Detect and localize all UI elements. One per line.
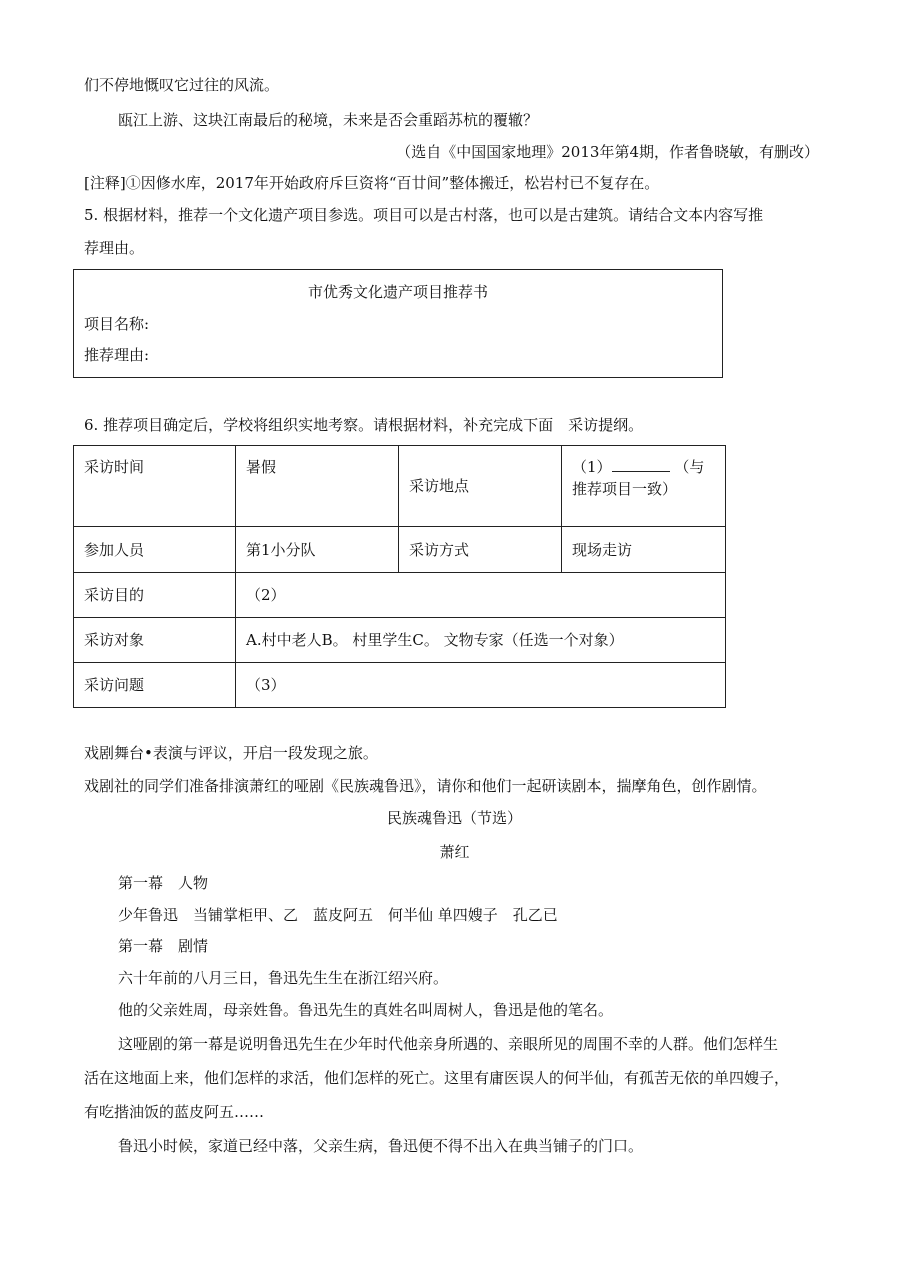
cell-place-label: 采访地点 — [399, 446, 562, 527]
act1-plot-heading: 第一幕 剧情 — [118, 937, 209, 955]
answer-blank-1 — [612, 457, 670, 472]
cell-members-label: 参加人员 — [74, 527, 236, 573]
drama-intro-text: 戏剧社的同学们准备排演萧红的哑剧《民族魂鲁迅》，请你和他们一起研读剧本，揣摩角色，创作剧情。 — [84, 777, 767, 795]
script-title: 民族魂鲁迅（节选） — [386, 809, 522, 827]
question-5: 5. 根据材料，推荐一个文化遗产项目参选。项目可以是古村落，也可以是古建筑。请结合文本内容写推 — [84, 206, 764, 224]
recommendation-reason-field: 推荐理由: — [84, 346, 150, 364]
table-row — [74, 446, 726, 527]
script-paragraph-cont: 活在这地面上来，他们怎样的求活，他们怎样的死亡。这里有庸医误人的何半仙，有孤苦无依的单四嫂子， — [84, 1069, 790, 1087]
cell-purpose-value: （2） — [236, 573, 726, 618]
table-row — [74, 573, 726, 618]
passage-line: 们不停地慨叹它过往的风流。 — [84, 76, 280, 94]
cell-method-value: 现场走访 — [562, 527, 726, 573]
cell-place-value: （1） （与 推荐项目一致） — [562, 446, 726, 527]
cell-questions-label: 采访问题 — [74, 663, 236, 708]
script-paragraph: 这哑剧的第一幕是说明鲁迅先生在少年时代他亲身所遇的、亲眼所见的周围不幸的人群。他们怎样生 — [118, 1035, 779, 1053]
question-6: 6. 推荐项目确定后，学校将组织实地考察。请根据材料，补充完成下面 采访提纲。 — [84, 416, 644, 434]
source-citation: （选自《中国国家地理》2013年第4期，作者鲁晓敏，有删改） — [396, 143, 819, 161]
script-paragraph-cont: 有吃揩油饭的蓝皮阿五…… — [84, 1103, 265, 1121]
script-paragraph: 鲁迅小时候，家道已经中落，父亲生病，鲁迅便不得不出入在典当铺子的门口。 — [118, 1137, 644, 1155]
form-title: 市优秀文化遗产项目推荐书 — [307, 283, 488, 301]
interview-outline-table — [73, 445, 726, 708]
act1-characters-heading: 第一幕 人物 — [118, 874, 209, 892]
cell-purpose-label: 采访目的 — [74, 573, 236, 618]
cell-method-label: 采访方式 — [399, 527, 562, 573]
script-author: 萧红 — [439, 843, 470, 861]
cell-target-value: A.村中老人B。 村里学生C。 文物专家（任选一个对象） — [236, 618, 726, 663]
script-paragraph: 六十年前的八月三日，鲁迅先生生在浙江绍兴府。 — [118, 969, 449, 987]
act1-characters: 少年鲁迅 当铺掌柜甲、乙 蓝皮阿五 何半仙 单四嫂子 孔乙已 — [118, 906, 558, 924]
cell-members-value: 第1小分队 — [236, 527, 399, 573]
project-name-field: 项目名称: — [84, 315, 150, 333]
passage-line: 瓯江上游、这块江南最后的秘境，未来是否会重蹈苏杭的覆辙？ — [118, 111, 539, 129]
table-row — [74, 527, 726, 573]
cell-time-value: 暑假 — [236, 446, 399, 527]
drama-intro-heading: 戏剧舞台•表演与评议，开启一段发现之旅。 — [84, 744, 378, 762]
table-row — [74, 618, 726, 663]
question-5-cont: 荐理由。 — [84, 239, 145, 257]
recommendation-form — [73, 269, 723, 378]
footnote: [注释]①因修水库，2017年开始政府斥巨资将“百廿间”整体搬迁，松岩村已不复存在。 — [84, 174, 660, 192]
cell-target-label: 采访对象 — [74, 618, 236, 663]
cell-time-label: 采访时间 — [74, 446, 236, 527]
cell-questions-value: （3） — [236, 663, 726, 708]
script-paragraph: 他的父亲姓周，母亲姓鲁。鲁迅先生的真姓名叫周树人，鲁迅是他的笔名。 — [118, 1001, 614, 1019]
table-row — [74, 663, 726, 708]
